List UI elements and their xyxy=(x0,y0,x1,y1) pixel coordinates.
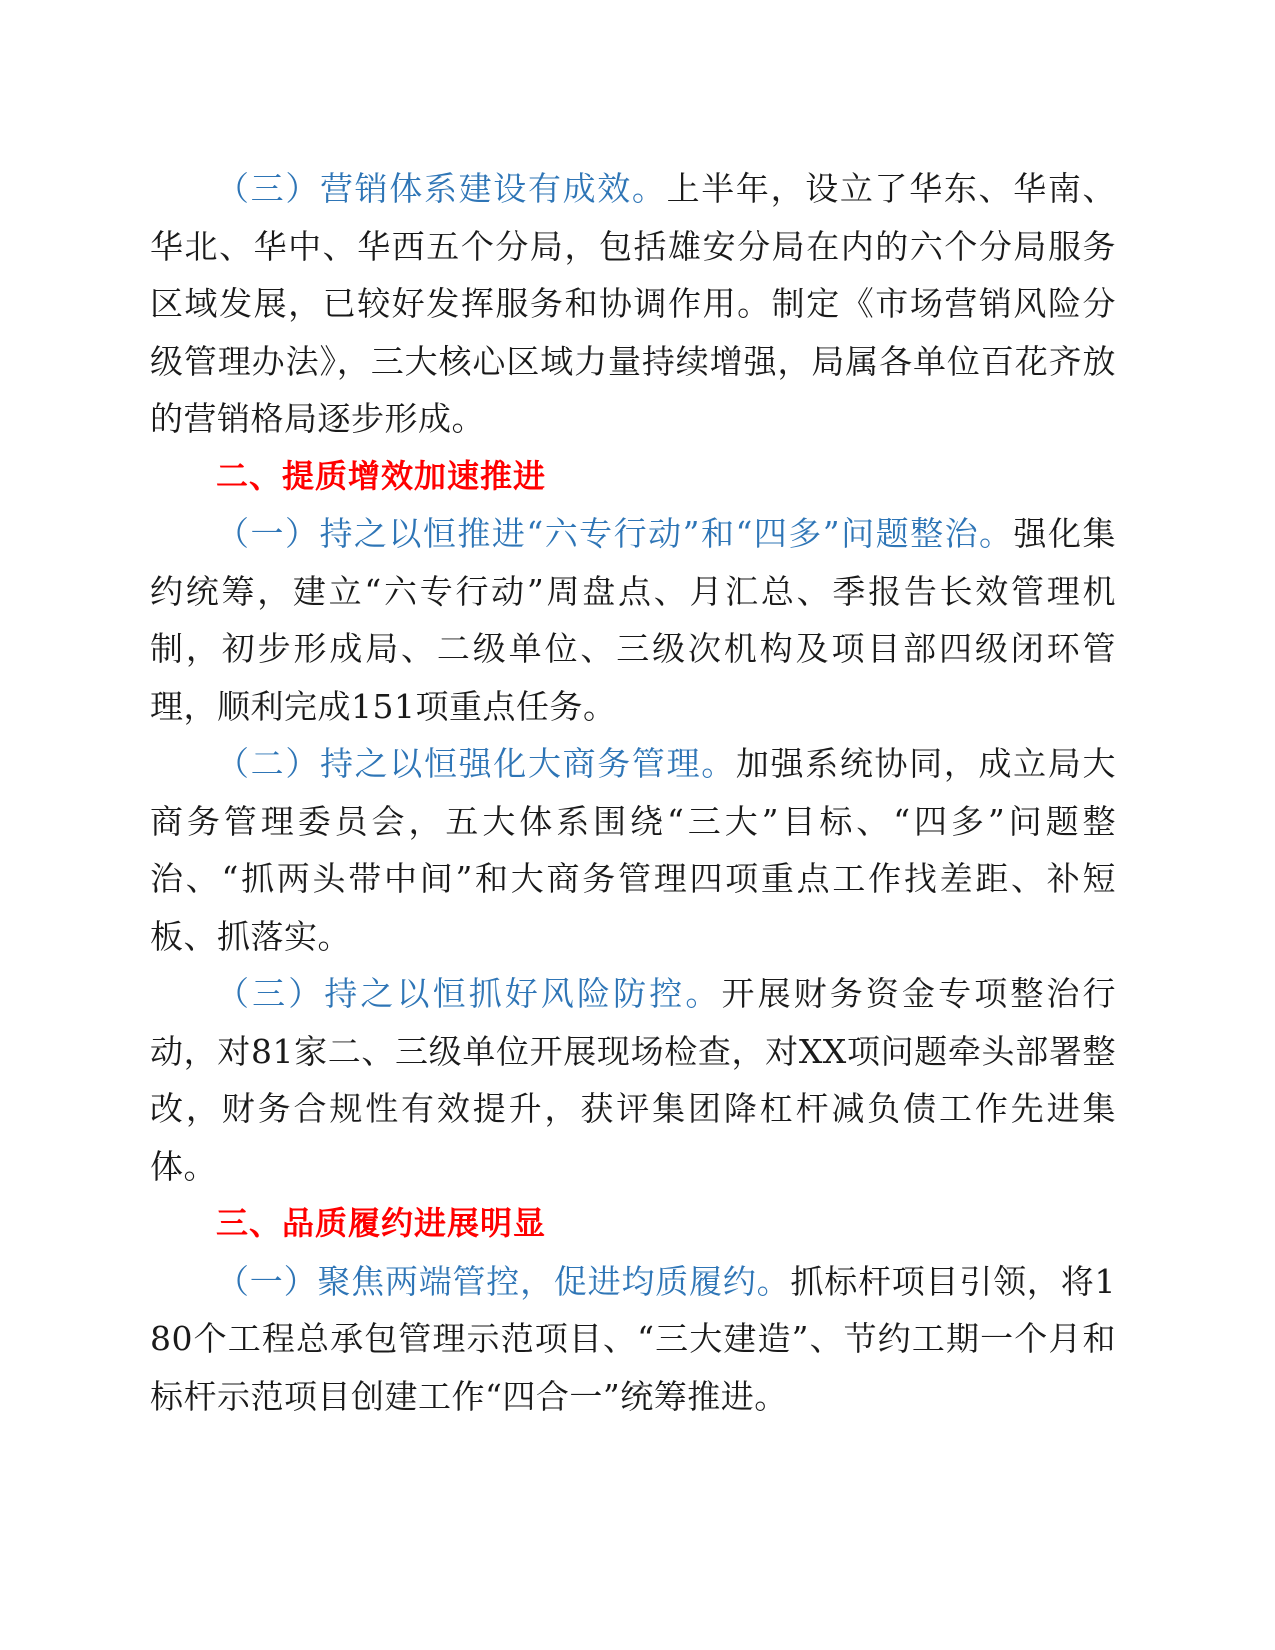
paragraph-six-special-actions xyxy=(150,505,1116,735)
paragraph-body: 上半年，设立了华东、华南、华北、华中、华西五个分局，包括雄安分局在内的六个分局服务区域发展，已较好发挥服务和协调作用。制定《市场营销风险分级管理办法》，三大核心区域力量持续增强，局属各单位百花齐放的营销格局逐步形成。 xyxy=(150,169,1117,438)
subheading-two-end-control: （一）聚焦两端管控，促进均质履约。 xyxy=(216,1261,791,1301)
paragraph-body: 加强系统协同，成立局大商务管理委员会，五大体系围绕“三大”目标、“四多”问题整治、“抓两头带中间”和大商务管理四项重点工作找差距、补短板、抓落实。 xyxy=(150,744,1117,956)
paragraph-two-end-control xyxy=(150,1253,1116,1426)
paragraph-marketing-system xyxy=(150,160,1116,448)
paragraph-body: 开展财务资金专项整治行动，对81家二、三级单位开展现场检查，对XX项问题牵头部署整改，财务合规性有效提升，获评集团降杠杆减负债工作先进集体。 xyxy=(150,974,1117,1186)
subheading-marketing-system: （三）营销体系建设有成效。 xyxy=(216,169,667,208)
subheading-business-management: （二）持之以恒强化大商务管理。 xyxy=(216,744,736,783)
section-heading-quality-performance: 三、品质履约进展明显 xyxy=(216,1204,547,1242)
paragraph-body: 抓标杆项目引领，将180个工程总承包管理示范项目、“三大建造”、节约工期一个月和标杆示范项目创建工作“四合一”统筹推进。 xyxy=(150,1261,1116,1416)
document-page xyxy=(150,160,1116,1425)
paragraph-business-management xyxy=(150,735,1116,965)
section-heading-quality-efficiency: 二、提质增效加速推进 xyxy=(216,456,547,495)
paragraph-body: 强化集约统筹，建立“六专行动”周盘点、月汇总、季报告长效管理机制，初步形成局、二级单位、三级次机构及项目部四级闭环管理，顺利完成151项重点任务。 xyxy=(150,514,1117,726)
subheading-six-special-actions: （一）持之以恒推进“六专行动”和“四多”问题整治。 xyxy=(216,514,1014,553)
paragraph-risk-control xyxy=(150,965,1116,1195)
subheading-risk-control: （三）持之以恒抓好风险防控。 xyxy=(216,974,722,1013)
